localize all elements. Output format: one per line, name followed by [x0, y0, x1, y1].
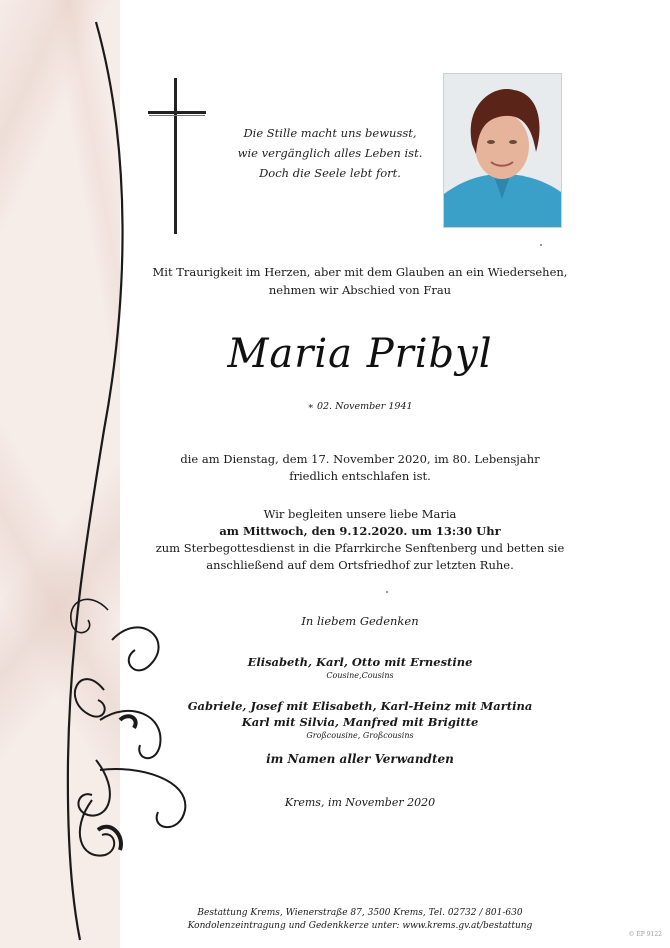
in-memory-heading: In liebem Gedenken	[301, 614, 419, 628]
cross-icon	[146, 76, 208, 238]
relatives-note: Cousine,Cousins	[326, 671, 394, 680]
relatives-group	[150, 698, 570, 742]
birth-date	[150, 401, 570, 412]
intro-line: nehmen wir Abschied von Frau	[268, 283, 452, 297]
speck	[540, 244, 542, 246]
service-datetime-text: am Mittwoch, den 9.12.2020. um 13:30 Uhr	[219, 524, 501, 538]
portrait-photo	[443, 73, 562, 228]
funeral-home-footer	[150, 907, 570, 933]
service-line: zum Sterbegottesdienst in die Pfarrkirche Senftenberg und betten sie	[155, 541, 565, 555]
relatives-group	[150, 654, 570, 682]
service-info	[150, 506, 570, 574]
speck	[386, 591, 388, 593]
memorial-quote	[220, 123, 440, 183]
deceased-name: Maria Pribyl	[227, 331, 493, 377]
service-datetime	[150, 523, 570, 540]
footer-line: Kondolenzeintragung und Gedenkkerze unter: www.krems.gv.at/bestattung	[187, 921, 533, 931]
template-code: © EP 9122	[628, 931, 662, 938]
footer-line: Bestattung Krems, Wienerstraße 87, 3500 Krems, Tel. 02732 / 801-630	[197, 908, 523, 918]
relatives-names: Karl mit Silvia, Manfred mit Brigitte	[241, 715, 479, 729]
intro-text	[150, 263, 570, 299]
quote-line: Die Stille macht uns bewusst,	[243, 126, 417, 140]
relatives-names: Elisabeth, Karl, Otto mit Ernestine	[247, 655, 473, 669]
service-line: Wir begleiten unsere liebe Maria	[263, 507, 457, 521]
relatives-note: Großcousine, Großcousins	[306, 731, 414, 740]
family-signature: im Namen aller Verwandten	[266, 752, 454, 766]
intro-line: Mit Traurigkeit im Herzen, aber mit dem Glauben an ein Wiedersehen,	[152, 265, 568, 279]
quote-line: wie vergänglich alles Leben ist.	[237, 146, 423, 160]
service-line: anschließend auf dem Ortsfriedhof zur letzten Ruhe.	[206, 558, 514, 572]
death-notice	[150, 451, 570, 485]
quote-line: Doch die Seele lebt fort.	[259, 166, 401, 180]
death-line: die am Dienstag, dem 17. November 2020, im 80. Lebensjahr	[180, 452, 540, 466]
relatives-names: Gabriele, Josef mit Elisabeth, Karl-Heinz mit Martina	[187, 699, 533, 713]
place-date: Krems, im November 2020	[284, 796, 436, 809]
birth-symbol: ∗	[307, 401, 314, 412]
death-line: friedlich entschlafen ist.	[289, 469, 431, 483]
birth-date-text: 02. November 1941	[316, 401, 413, 412]
